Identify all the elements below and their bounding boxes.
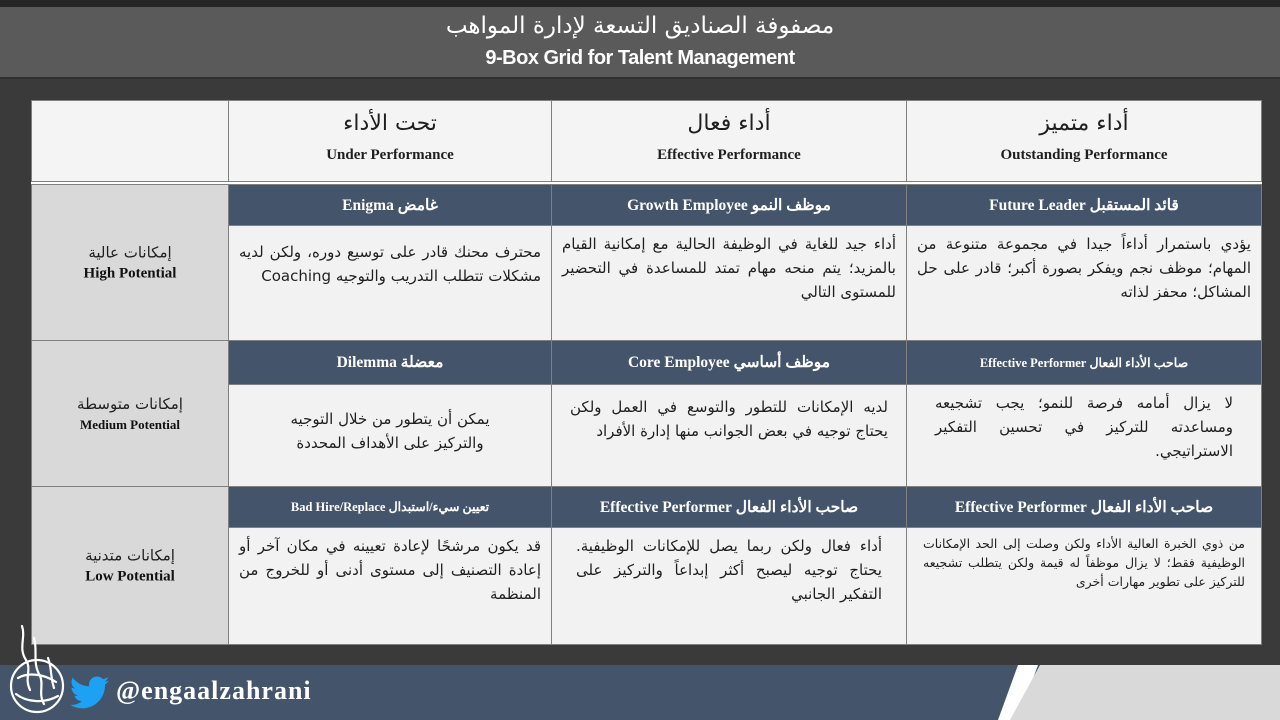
row-label-english: Medium Potential (79, 416, 180, 432)
row-label-english: High Potential (83, 265, 177, 281)
column-header-english: Effective Performance (657, 147, 801, 163)
box-body-bad-hire: قد يكون مرشحًا لإعادة تعيينه في مكان آخر أو إعادة التصنيف إلى مستوى أدنى أو للخروج من المنظمة (228, 527, 552, 645)
footer-accent (1010, 665, 1280, 720)
calligraphy-logo (4, 618, 70, 718)
row-label-arabic: إمكانات متدنية (85, 546, 175, 564)
box-body-enigma: محترف محنك قادر على توسيع دوره، ولكن لديه مشكلات تتطلب التدريب والتوجيه Coaching (228, 225, 552, 341)
box-title-bad-hire: تعيين سيء/استبدال Bad Hire/Replace (228, 486, 552, 528)
nine-box-grid (31, 100, 1262, 645)
top-strip (0, 0, 1280, 7)
box-title-future-leader: قائد المستقبل Future Leader (906, 184, 1262, 226)
column-header-english: Under Performance (326, 147, 454, 163)
column-header-arabic: أداء متميز (1039, 111, 1129, 136)
box-title-core-employee: موظف أساسي Core Employee (551, 340, 907, 385)
title-band (0, 7, 1280, 79)
page-title-arabic: مصفوفة الصناديق التسعة لإدارة المواهب (445, 13, 835, 39)
box-body-effective-performer-outstanding-low: من ذوي الخبرة العالية الأداء ولكن وصلت إلى الحد الإمكانات الوظيفية فقط؛ لا يزال موظفاً له قيمة ولكن يتطلب تشجيعه للتركيز على تطوير مهارات أخرى (906, 527, 1262, 645)
twitter-handle[interactable]: @engaalzahrani (116, 676, 312, 705)
box-body-dilemma: يمكن أن يتطور من خلال التوجيه والتركيز على الأهداف المحددة (228, 384, 552, 487)
box-title-growth-employee: موظف النمو Growth Employee (551, 184, 907, 226)
column-header-under (228, 100, 552, 182)
box-title-enigma: غامض Enigma (228, 184, 552, 226)
row-label-english: Low Potential (85, 568, 175, 584)
column-header-english: Outstanding Performance (1000, 147, 1168, 163)
box-title-effective-performer-medium: صاحب الأداء الفعال Effective Performer (906, 340, 1262, 385)
column-header-arabic: تحت الأداء (343, 111, 437, 136)
box-body-future-leader: يؤدي باستمرار أداءاً جيدا في مجموعة متنوعة من المهام؛ موظف نجم ويفكر بصورة أكبر؛ قادر على حل المشاكل؛ محفز لذاته (906, 225, 1262, 341)
twitter-icon[interactable] (70, 676, 110, 710)
row-label-arabic: إمكانات متوسطة (77, 394, 183, 413)
page-title-english: 9-Box Grid for Talent Management (485, 47, 795, 69)
column-header-effective (551, 100, 907, 182)
column-header-arabic: أداء فعال (687, 111, 771, 136)
box-title-effective-performer-outstanding-low: صاحب الأداء الفعال Effective Performer (906, 486, 1262, 528)
row-label-medium (31, 340, 229, 487)
box-body-effective-performer-low: أداء فعال ولكن ربما يصل للإمكانات الوظيفية. يحتاج توجيه ليصبح أكثر إبداعاً والتركيز على التفكير الجانبي (551, 527, 907, 645)
box-body-growth-employee: أداء جيد للغاية في الوظيفة الحالية مع إمكانية القيام بالمزيد؛ يتم منحه مهام تمتد للمساعدة في التحضير للمستوى التالي (551, 225, 907, 341)
box-body-core-employee: لديه الإمكانات للتطور والتوسع في العمل ولكن يحتاج توجيه في بعض الجوانب منها إدارة الأفراد (551, 384, 907, 487)
column-header-outstanding (906, 100, 1262, 182)
corner-cell (31, 100, 229, 182)
box-title-effective-performer-low: صاحب الأداء الفعال Effective Performer (551, 486, 907, 528)
row-label-high (31, 184, 229, 341)
box-body-effective-performer-medium: لا يزال أمامه فرصة للنمو؛ يجب تشجيعه ومساعدته للتركيز في تحسين التفكير الاستراتيجي. (906, 384, 1262, 487)
row-label-arabic: إمكانات عالية (88, 243, 172, 261)
box-title-dilemma: معضلة Dilemma (228, 340, 552, 385)
